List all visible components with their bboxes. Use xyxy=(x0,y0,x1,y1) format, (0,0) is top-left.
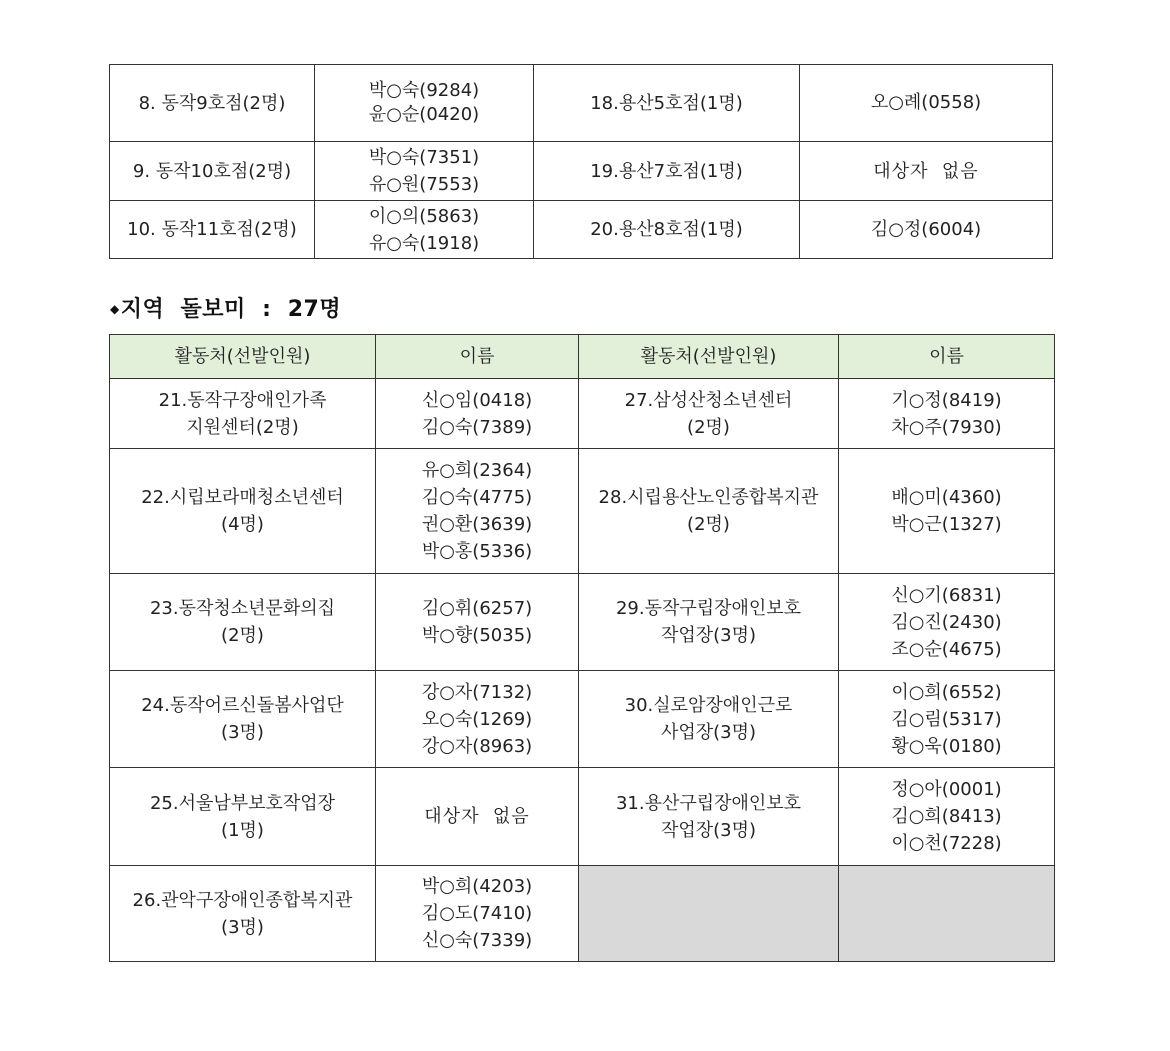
name-entry: 조○순(4675) xyxy=(891,638,1002,660)
names-cell xyxy=(315,201,534,259)
column-header-site: 활동처(선발인원) xyxy=(110,335,376,379)
name-entry: 이○희(6552) xyxy=(891,681,1002,703)
site-cell: 20.용산8호점(1명) xyxy=(534,201,800,259)
name-entry: 윤○순(0420) xyxy=(368,104,480,125)
names-cell xyxy=(315,142,534,201)
store-assignment-table xyxy=(109,64,1053,259)
name-entry: 박○희(4203) xyxy=(421,876,533,897)
site-name: 지원센터(2명) xyxy=(186,416,299,438)
name-entry: 신○기(6831) xyxy=(891,584,1002,606)
names-cell xyxy=(376,866,579,962)
site-cell: 8. 동작9호점(2명) xyxy=(110,65,315,142)
table-row xyxy=(110,65,1053,142)
table-row xyxy=(110,142,1053,201)
site-name: 22.시립보라매청소년센터 xyxy=(141,487,344,508)
name-entry: 박○향(5035) xyxy=(421,625,533,646)
name-entry: 강○자(8963) xyxy=(421,735,533,757)
name-entry: 정○아(0001) xyxy=(891,779,1002,800)
site-cell xyxy=(110,574,376,671)
site-cell xyxy=(110,379,376,449)
site-name: 28.시립용산노인종합복지관 xyxy=(598,487,819,508)
name-entry: 황○욱(0180) xyxy=(891,735,1002,757)
site-name: 26.관악구장애인종합복지관 xyxy=(132,889,353,911)
site-name: 사업장(3명) xyxy=(660,722,757,743)
site-name: 21.동작구장애인가족 xyxy=(158,389,327,411)
site-cell xyxy=(110,449,376,574)
site-cell xyxy=(110,866,376,962)
name-entry: 차○주(7930) xyxy=(891,416,1002,438)
name-entry: 유○원(7553) xyxy=(368,174,480,195)
names-cell xyxy=(800,201,1053,259)
no-candidate-text: 대상자 없음 xyxy=(873,160,979,182)
name-entry: 김○도(7410) xyxy=(421,903,533,924)
site-name: (2명) xyxy=(687,514,730,535)
site-cell xyxy=(579,574,839,671)
name-entry: 김○림(5317) xyxy=(891,708,1002,730)
regional-caregiver-table xyxy=(109,334,1055,962)
empty-cell xyxy=(839,866,1055,962)
column-header-name: 이름 xyxy=(839,335,1055,379)
names-cell xyxy=(839,449,1055,574)
name-entry: 오○숙(1269) xyxy=(421,708,533,730)
site-cell xyxy=(579,671,839,768)
site-name: 작업장(3명) xyxy=(660,625,757,646)
names-cell xyxy=(315,65,534,142)
name-entry: 이○천(7228) xyxy=(891,833,1002,854)
name-entry: 신○숙(7339) xyxy=(421,930,533,951)
name-entry: 김○정(6004) xyxy=(870,219,982,240)
names-cell xyxy=(800,142,1053,201)
name-entry: 강○자(7132) xyxy=(421,681,533,703)
site-cell xyxy=(110,768,376,866)
site-cell xyxy=(110,671,376,768)
names-cell xyxy=(839,379,1055,449)
diamond-bullet-icon: ◆ xyxy=(110,302,120,316)
names-cell xyxy=(376,671,579,768)
names-cell xyxy=(839,671,1055,768)
names-cell xyxy=(839,768,1055,866)
name-entry: 이○의(5863) xyxy=(368,205,480,227)
site-name: 25.서울남부보호작업장 xyxy=(149,792,336,814)
site-cell: 10. 동작11호점(2명) xyxy=(110,201,315,259)
names-cell xyxy=(376,449,579,574)
site-name: 23.동작청소년문화의집 xyxy=(149,598,336,619)
name-entry: 박○근(1327) xyxy=(891,514,1002,535)
name-entry: 김○희(8413) xyxy=(891,806,1002,827)
site-name: (2명) xyxy=(221,625,264,646)
site-name: 27.삼성산청소년센터 xyxy=(624,389,793,411)
header-row xyxy=(110,335,1055,379)
table-row xyxy=(110,449,1055,574)
table-row xyxy=(110,201,1053,259)
site-name: (2명) xyxy=(687,416,730,438)
table-row xyxy=(110,379,1055,449)
site-cell: 19.용산7호점(1명) xyxy=(534,142,800,201)
site-name: 30.실로암장애인근로 xyxy=(624,695,793,716)
name-entry: 권○환(3639) xyxy=(421,514,533,535)
name-entry: 박○홍(5336) xyxy=(421,541,533,562)
table-row xyxy=(110,671,1055,768)
names-cell xyxy=(376,768,579,866)
names-cell xyxy=(376,574,579,671)
name-entry: 박○숙(7351) xyxy=(368,147,480,168)
name-entry: 김○숙(7389) xyxy=(421,416,533,438)
name-entry: 유○희(2364) xyxy=(421,460,533,481)
site-cell: 18.용산5호점(1명) xyxy=(534,65,800,142)
name-entry: 오○례(0558) xyxy=(870,92,982,113)
site-cell: 9. 동작10호점(2명) xyxy=(110,142,315,201)
empty-cell xyxy=(579,866,839,962)
section-heading xyxy=(110,292,341,323)
name-entry: 김○숙(4775) xyxy=(421,487,533,508)
name-entry: 신○임(0418) xyxy=(421,389,533,411)
site-name: 작업장(3명) xyxy=(660,819,757,841)
names-cell xyxy=(839,574,1055,671)
name-entry: 김○휘(6257) xyxy=(421,598,533,619)
name-entry: 박○숙(9284) xyxy=(368,80,480,101)
table-row xyxy=(110,768,1055,866)
site-name: 29.동작구립장애인보호 xyxy=(615,598,802,619)
site-cell xyxy=(579,768,839,866)
section-title: 지역 돌보미 : 27명 xyxy=(120,297,342,322)
table-row xyxy=(110,574,1055,671)
names-cell xyxy=(376,379,579,449)
column-header-name: 이름 xyxy=(376,335,579,379)
column-header-site: 활동처(선발인원) xyxy=(579,335,839,379)
site-cell xyxy=(579,449,839,574)
site-name: (1명) xyxy=(221,819,264,841)
site-name: (3명) xyxy=(221,722,264,743)
site-name: 24.동작어르신돌봄사업단 xyxy=(141,695,344,716)
name-entry: 김○진(2430) xyxy=(891,611,1002,633)
names-cell xyxy=(800,65,1053,142)
no-candidate-text: 대상자 없음 xyxy=(424,806,530,827)
site-name: (4명) xyxy=(221,514,264,535)
site-name: 31.용산구립장애인보호 xyxy=(615,792,802,814)
table-row xyxy=(110,866,1055,962)
name-entry: 배○미(4360) xyxy=(891,487,1002,508)
site-name: (3명) xyxy=(221,916,264,938)
name-entry: 기○정(8419) xyxy=(891,389,1002,411)
site-cell xyxy=(579,379,839,449)
name-entry: 유○숙(1918) xyxy=(368,232,480,254)
